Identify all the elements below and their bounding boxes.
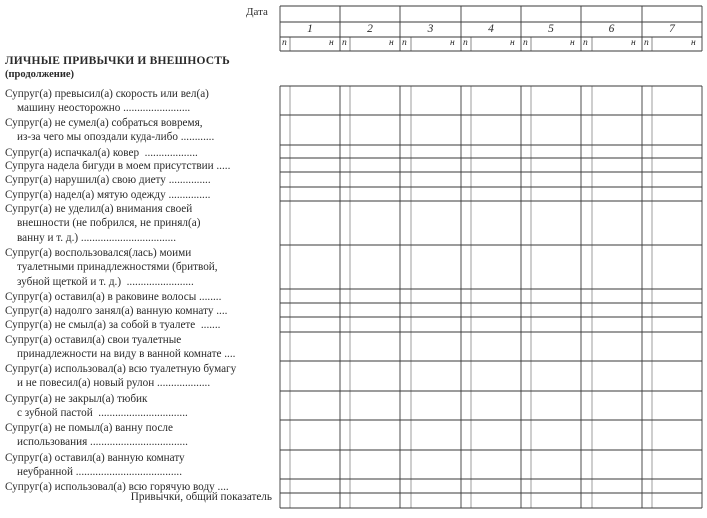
item-label-line: Супруг(а) не смыл(а) за собой в туалете ....... bbox=[5, 318, 221, 331]
sub-header-p: п bbox=[402, 38, 407, 48]
item-label-line: зубной щеткой и т. д.) ........................ bbox=[17, 275, 194, 288]
sub-header-p: п bbox=[342, 38, 347, 48]
date-label: Дата bbox=[246, 6, 268, 18]
sub-header-p: п bbox=[523, 38, 528, 48]
sub-header-n: н bbox=[631, 38, 636, 48]
item-label-line: Супруг(а) не сумел(а) собраться вовремя, bbox=[5, 116, 203, 129]
item-label-line: Супруга надела бигуди в моем присутствии ..... bbox=[5, 159, 231, 172]
sub-header-p: п bbox=[282, 38, 287, 48]
day-number: 3 bbox=[427, 23, 434, 35]
item-label-line: Супруг(а) нарушил(а) свою диету ............... bbox=[5, 173, 211, 186]
section-title: ЛИЧНЫЕ ПРИВЫЧКИ И ВНЕШНОСТЬ bbox=[5, 55, 230, 67]
item-label-line: Супруг(а) воспользовался(лась) моими bbox=[5, 246, 192, 259]
sub-header-p: п bbox=[644, 38, 649, 48]
day-number: 1 bbox=[307, 23, 313, 35]
day-number: 5 bbox=[548, 23, 554, 35]
item-label-line: использования ................................... bbox=[17, 436, 188, 449]
sub-header-n: н bbox=[450, 38, 455, 48]
item-label-line: Супруг(а) оставил(а) в раковине волосы ........ bbox=[5, 290, 222, 303]
sub-header-p: п bbox=[583, 38, 588, 48]
sub-header-n: н bbox=[510, 38, 515, 48]
item-label-line: Супруг(а) надел(а) мятую одежду ............... bbox=[5, 188, 211, 201]
item-label-line: Супруг(а) не закрыл(а) тюбик bbox=[5, 392, 148, 405]
item-label-line: Супруг(а) оставил(а) ванную комнату bbox=[5, 451, 185, 464]
item-label-line: Супруг(а) не помыл(а) ванну после bbox=[5, 421, 173, 434]
item-label-line: Супруг(а) испачкал(а) ковер ................... bbox=[5, 146, 198, 159]
section-subtitle: (продолжение) bbox=[5, 69, 75, 80]
item-label-line: Супруг(а) использовал(а) всю туалетную бумагу bbox=[5, 362, 237, 375]
item-label-line: ванну и т. д.) .................................. bbox=[17, 231, 176, 244]
item-label-line: Супруг(а) не уделил(а) внимания своей bbox=[5, 202, 193, 215]
item-label-line: туалетными принадлежностями (бритвой, bbox=[17, 261, 218, 274]
sub-header-n: н bbox=[389, 38, 394, 48]
item-label-line: неубранной ...................................... bbox=[17, 466, 183, 479]
item-label-line: внешности (не побрился, не принял(а) bbox=[17, 217, 201, 230]
sub-header-p: п bbox=[463, 38, 468, 48]
total-label: Привычки, общий показатель bbox=[130, 491, 272, 503]
day-number: 2 bbox=[367, 23, 373, 35]
day-number: 4 bbox=[488, 23, 494, 35]
item-label-line: Супруг(а) оставил(а) свои туалетные bbox=[5, 333, 182, 346]
item-label-line: из-за чего мы опоздали куда-либо ............ bbox=[17, 131, 215, 144]
day-number: 6 bbox=[608, 23, 615, 35]
item-label-line: и не повесил(а) новый рулон ................... bbox=[17, 377, 211, 390]
item-label-line: с зубной пастой ................................ bbox=[17, 407, 188, 420]
sub-header-n: н bbox=[691, 38, 696, 48]
item-label-line: принадлежности на виду в ванной комнате .... bbox=[17, 348, 236, 361]
item-label-line: машину неосторожно ........................ bbox=[17, 102, 191, 115]
item-label-line: Супруг(а) превысил(а) скорость или вел(а) bbox=[5, 87, 209, 100]
item-label-line: Супруг(а) надолго занял(а) ванную комнату .... bbox=[5, 304, 228, 317]
sub-header-n: н bbox=[570, 38, 575, 48]
day-number: 7 bbox=[669, 23, 675, 35]
item-label-line: Супруг(а) использовал(а) всю горячую воду .... bbox=[5, 480, 229, 493]
sub-header-n: н bbox=[329, 38, 334, 48]
